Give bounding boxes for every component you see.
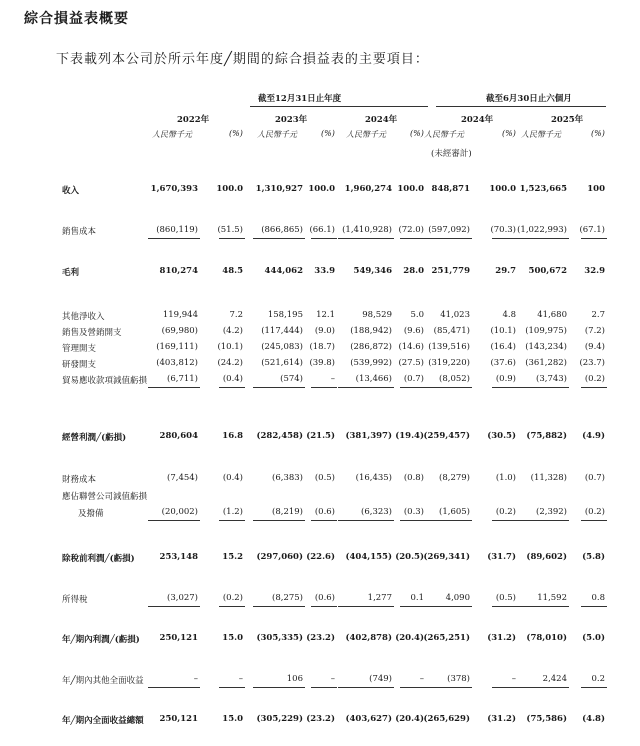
cell-underline <box>581 606 607 607</box>
table-cell: 1,277 <box>367 593 392 603</box>
table-cell: 15.0 <box>222 714 243 724</box>
cell-underline <box>253 687 305 688</box>
table-cell: (109,975) <box>525 326 567 336</box>
cell-underline <box>581 687 607 688</box>
table-cell: (6,711) <box>167 374 198 384</box>
table-cell: (16.4) <box>490 342 516 352</box>
table-row <box>0 633 640 647</box>
row-label: 研發開支 <box>62 360 97 370</box>
table-cell: 100.0 <box>308 184 335 194</box>
table-cell: (22.6) <box>306 552 335 562</box>
table-cell: 0.2 <box>591 674 605 684</box>
table-cell: (51.5) <box>217 225 243 235</box>
cell-underline <box>148 387 200 388</box>
table-cell: (1.0) <box>495 473 516 483</box>
table-cell: (3,027) <box>167 593 198 603</box>
table-cell: (9.0) <box>314 326 335 336</box>
cell-underline <box>219 238 245 239</box>
table-cell: (21.5) <box>306 431 335 441</box>
table-cell: (0.2) <box>584 374 605 384</box>
table-cell: (860,119) <box>156 225 198 235</box>
table-cell: (259,457) <box>423 431 470 441</box>
table-cell: 1,523,665 <box>519 184 567 194</box>
table-cell: (85,471) <box>433 326 470 336</box>
table-cell: (0.8) <box>403 473 424 483</box>
table-cell: 1,310,927 <box>255 184 303 194</box>
table-cell: (749) <box>369 674 392 684</box>
table-cell: (3,743) <box>536 374 567 384</box>
table-cell: (66.1) <box>309 225 335 235</box>
table-cell: (8,275) <box>272 593 303 603</box>
table-cell: (11,328) <box>530 473 567 483</box>
table-cell: (0.7) <box>403 374 424 384</box>
table-cell: 100.0 <box>489 184 516 194</box>
header-pct: (%) <box>229 129 243 138</box>
cell-underline <box>148 606 200 607</box>
table-cell: (361,282) <box>525 358 567 368</box>
cell-underline <box>148 520 200 521</box>
table-cell: (16,435) <box>355 473 392 483</box>
cell-underline <box>420 606 472 607</box>
row-label-cont: 及撥備 <box>78 509 104 519</box>
table-cell: – <box>511 674 516 684</box>
cell-underline <box>311 606 337 607</box>
table-cell: (381,397) <box>345 431 392 441</box>
table-cell: (23.2) <box>306 714 335 724</box>
table-cell: (20.4) <box>395 633 424 643</box>
table-cell: (10.1) <box>490 326 516 336</box>
header-unit: 人民幣千元 <box>152 130 192 139</box>
table-cell: (0.5) <box>314 473 335 483</box>
table-cell: 251,779 <box>431 266 470 276</box>
table-cell: (403,627) <box>345 714 392 724</box>
table-cell: 106 <box>286 674 303 684</box>
table-cell: (20.4) <box>395 714 424 724</box>
table-row <box>0 490 640 519</box>
table-row <box>0 552 640 566</box>
table-cell: 100 <box>587 184 605 194</box>
table-cell: 4,090 <box>445 593 470 603</box>
cell-underline <box>219 387 245 388</box>
table-cell: (2,392) <box>536 507 567 517</box>
table-cell: (13,466) <box>355 374 392 384</box>
table-cell: 15.0 <box>222 633 243 643</box>
table-cell: (39.8) <box>309 358 335 368</box>
cell-underline <box>338 606 394 607</box>
table-cell: – <box>419 674 424 684</box>
header-unit: 人民幣千元 <box>257 130 297 139</box>
cell-underline <box>219 520 245 521</box>
table-cell: (7,454) <box>167 473 198 483</box>
row-label: 應佔聯營公司減值虧損 <box>62 492 148 502</box>
header-group-year: 截至12月31日止年度 <box>258 94 342 104</box>
header-pct: (%) <box>502 129 516 138</box>
row-label: 財務成本 <box>62 475 97 485</box>
header-year: 2024年 <box>365 115 398 125</box>
table-cell: (282,458) <box>256 431 303 441</box>
table-cell: (30.5) <box>487 431 516 441</box>
table-cell: 1,670,393 <box>150 184 198 194</box>
row-label: 經營利潤╱(虧損) <box>62 433 127 443</box>
table-cell: (403,812) <box>156 358 198 368</box>
header-group-period: 截至6月30日止六個月 <box>486 94 572 104</box>
table-cell: (8,219) <box>272 507 303 517</box>
cell-underline <box>311 387 337 388</box>
table-cell: (18.7) <box>309 342 335 352</box>
table-cell: (6,383) <box>272 473 303 483</box>
table-cell: 16.8 <box>222 431 243 441</box>
row-label: 年╱期內其他全面收益 <box>62 676 144 686</box>
cell-underline <box>338 520 394 521</box>
table-cell: (1.2) <box>222 507 243 517</box>
cell-underline <box>311 520 337 521</box>
row-label: 銷售及營銷開支 <box>62 328 122 338</box>
table-cell: (72.0) <box>398 225 424 235</box>
cell-underline <box>420 387 472 388</box>
table-cell: (75,586) <box>526 714 567 724</box>
table-row <box>0 473 640 487</box>
table-cell: (0.7) <box>584 473 605 483</box>
table-cell: (169,111) <box>156 342 198 352</box>
table-cell: (4.9) <box>582 431 605 441</box>
table-row <box>0 184 640 198</box>
table-row <box>0 310 640 324</box>
table-cell: 33.9 <box>314 266 335 276</box>
cell-underline <box>513 387 569 388</box>
table-row <box>0 326 640 340</box>
table-cell: (866,865) <box>261 225 303 235</box>
table-cell: 848,871 <box>431 184 470 194</box>
row-label: 年╱期內利潤╱(虧損) <box>62 635 140 645</box>
table-cell: (305,229) <box>256 714 303 724</box>
intro-text: 下表載列本公司於所示年度╱期間的綜合損益表的主要項目： <box>56 52 429 67</box>
table-row <box>0 266 640 280</box>
table-cell: (20,002) <box>161 507 198 517</box>
table-cell: (143,234) <box>525 342 567 352</box>
cell-underline <box>219 606 245 607</box>
table-row <box>0 674 640 688</box>
cell-underline <box>338 387 394 388</box>
table-cell: 5.0 <box>410 310 424 320</box>
table-cell: 500,672 <box>528 266 567 276</box>
table-cell: (539,992) <box>350 358 392 368</box>
header-year: 2024年 <box>461 115 494 125</box>
table-cell: (89,602) <box>526 552 567 562</box>
table-cell: (4.2) <box>222 326 243 336</box>
table-cell: (188,942) <box>350 326 392 336</box>
cell-underline <box>420 238 472 239</box>
table-cell: (75,882) <box>526 431 567 441</box>
table-row <box>0 358 640 372</box>
table-cell: (20.5) <box>395 552 424 562</box>
header-year: 2025年 <box>551 115 584 125</box>
row-label: 毛利 <box>62 268 80 278</box>
table-cell: (0.2) <box>222 593 243 603</box>
table-cell: (69,980) <box>161 326 198 336</box>
table-cell: (27.5) <box>398 358 424 368</box>
table-cell: 0.8 <box>591 593 605 603</box>
table-cell: (31.2) <box>487 714 516 724</box>
header-group-period-rule <box>436 106 606 107</box>
header-group-year-rule <box>250 106 428 107</box>
table-cell: (319,220) <box>428 358 470 368</box>
table-cell: 158,195 <box>267 310 303 320</box>
row-label: 其他淨收入 <box>62 312 105 322</box>
cell-underline <box>513 687 569 688</box>
table-cell: (23.7) <box>579 358 605 368</box>
table-cell: (8,052) <box>439 374 470 384</box>
table-cell: (67.1) <box>579 225 605 235</box>
table-cell: (0.4) <box>222 473 243 483</box>
table-cell: 32.9 <box>584 266 605 276</box>
header-pct: (%) <box>410 129 424 138</box>
table-cell: (4.8) <box>582 714 605 724</box>
table-cell: (286,872) <box>350 342 392 352</box>
cell-underline <box>253 387 305 388</box>
cell-underline <box>581 238 607 239</box>
cell-underline <box>581 387 607 388</box>
table-cell: (305,335) <box>256 633 303 643</box>
cell-underline <box>338 238 394 239</box>
table-cell: (378) <box>447 674 470 684</box>
table-row <box>0 225 640 239</box>
table-cell: (574) <box>280 374 303 384</box>
table-cell: 2,424 <box>542 674 567 684</box>
table-cell: 100.0 <box>397 184 424 194</box>
table-cell: (1,410,928) <box>342 225 392 235</box>
table-cell: (0.9) <box>495 374 516 384</box>
table-cell: (9.4) <box>584 342 605 352</box>
table-cell: (0.2) <box>495 507 516 517</box>
cell-underline <box>219 687 245 688</box>
table-cell: (404,155) <box>345 552 392 562</box>
table-cell: 444,062 <box>264 266 303 276</box>
cell-underline <box>148 238 200 239</box>
table-cell: 1,960,274 <box>344 184 392 194</box>
row-label: 管理開支 <box>62 344 97 354</box>
table-cell: (245,083) <box>261 342 303 352</box>
table-cell: (1,605) <box>439 507 470 517</box>
header-unit: 人民幣千元 <box>521 130 561 139</box>
table-cell: 250,121 <box>159 714 198 724</box>
table-cell: – <box>330 674 335 684</box>
table-cell: 549,346 <box>353 266 392 276</box>
table-row <box>0 593 640 607</box>
cell-underline <box>581 520 607 521</box>
table-cell: 12.1 <box>316 310 335 320</box>
table-cell: (265,629) <box>423 714 470 724</box>
table-cell: 810,274 <box>159 266 198 276</box>
table-cell: 98,529 <box>362 310 392 320</box>
row-label: 年╱期內全面收益總額 <box>62 716 144 726</box>
table-cell: (23.2) <box>306 633 335 643</box>
cell-underline <box>513 520 569 521</box>
table-cell: (402,878) <box>345 633 392 643</box>
table-cell: (0.4) <box>222 374 243 384</box>
table-cell: (0.6) <box>314 507 335 517</box>
cell-underline <box>253 238 305 239</box>
table-cell: (521,614) <box>261 358 303 368</box>
header-pct: (%) <box>321 129 335 138</box>
header-year: 2022年 <box>177 115 210 125</box>
table-cell: (6,323) <box>361 507 392 517</box>
cell-underline <box>311 687 337 688</box>
header-pct: (%) <box>591 129 605 138</box>
table-cell: (14.6) <box>398 342 424 352</box>
table-cell: (78,010) <box>526 633 567 643</box>
table-cell: (297,060) <box>256 552 303 562</box>
table-row <box>0 431 640 445</box>
table-cell: (0.5) <box>495 593 516 603</box>
table-cell: 28.0 <box>403 266 424 276</box>
row-label: 所得稅 <box>62 595 88 605</box>
cell-underline <box>420 687 472 688</box>
header-year: 2023年 <box>275 115 308 125</box>
table-cell: (37.6) <box>490 358 516 368</box>
table-cell: 253,148 <box>159 552 198 562</box>
table-cell: (1,022,993) <box>517 225 567 235</box>
cell-underline <box>311 238 337 239</box>
table-cell: (10.1) <box>217 342 243 352</box>
table-cell: (19.4) <box>395 431 424 441</box>
cell-underline <box>148 687 200 688</box>
table-cell: 250,121 <box>159 633 198 643</box>
row-label: 銷售成本 <box>62 227 97 237</box>
cell-underline <box>338 687 394 688</box>
table-cell: (9.6) <box>403 326 424 336</box>
table-cell: (5.8) <box>582 552 605 562</box>
table-cell: (7.2) <box>584 326 605 336</box>
table-cell: 0.1 <box>410 593 424 603</box>
table-cell: 48.5 <box>222 266 243 276</box>
row-label: 貿易應收款項減值虧損 <box>62 376 148 386</box>
table-cell: (0.6) <box>314 593 335 603</box>
table-cell: 41,680 <box>537 310 567 320</box>
header-unaudited: (未經審計) <box>431 149 472 159</box>
table-cell: (24.2) <box>217 358 243 368</box>
table-cell: (0.3) <box>403 507 424 517</box>
table-cell: 100.0 <box>216 184 243 194</box>
table-cell: 11,592 <box>537 593 567 603</box>
table-cell: (265,251) <box>423 633 470 643</box>
table-cell: (5.0) <box>582 633 605 643</box>
table-cell: 2.7 <box>591 310 605 320</box>
table-cell: – <box>238 674 243 684</box>
table-cell: (31.2) <box>487 633 516 643</box>
table-cell: (597,092) <box>428 225 470 235</box>
cell-underline <box>420 520 472 521</box>
table-cell: (139,516) <box>428 342 470 352</box>
table-cell: (0.2) <box>584 507 605 517</box>
header-unit: 人民幣千元 <box>346 130 386 139</box>
table-cell: 119,944 <box>162 310 198 320</box>
cell-underline <box>253 606 305 607</box>
table-cell: 7.2 <box>229 310 243 320</box>
cell-underline <box>253 520 305 521</box>
table-cell: (117,444) <box>261 326 303 336</box>
table-cell: – <box>330 374 335 384</box>
cell-underline <box>513 606 569 607</box>
header-unit: 人民幣千元 <box>424 130 464 139</box>
table-cell: (70.3) <box>490 225 516 235</box>
table-cell: – <box>193 674 198 684</box>
table-cell: (269,341) <box>423 552 470 562</box>
table-cell: 280,604 <box>159 431 198 441</box>
table-row <box>0 342 640 356</box>
table-cell: 41,023 <box>440 310 470 320</box>
table-cell: (8,279) <box>439 473 470 483</box>
table-cell: 4.8 <box>502 310 516 320</box>
row-label: 收入 <box>62 186 80 196</box>
table-row <box>0 714 640 728</box>
section-title: 綜合損益表概要 <box>24 11 129 27</box>
table-cell: 29.7 <box>495 266 516 276</box>
cell-underline <box>513 238 569 239</box>
table-cell: 15.2 <box>222 552 243 562</box>
table-cell: (31.7) <box>487 552 516 562</box>
table-row <box>0 374 640 388</box>
row-label: 除稅前利潤╱(虧損) <box>62 554 135 564</box>
